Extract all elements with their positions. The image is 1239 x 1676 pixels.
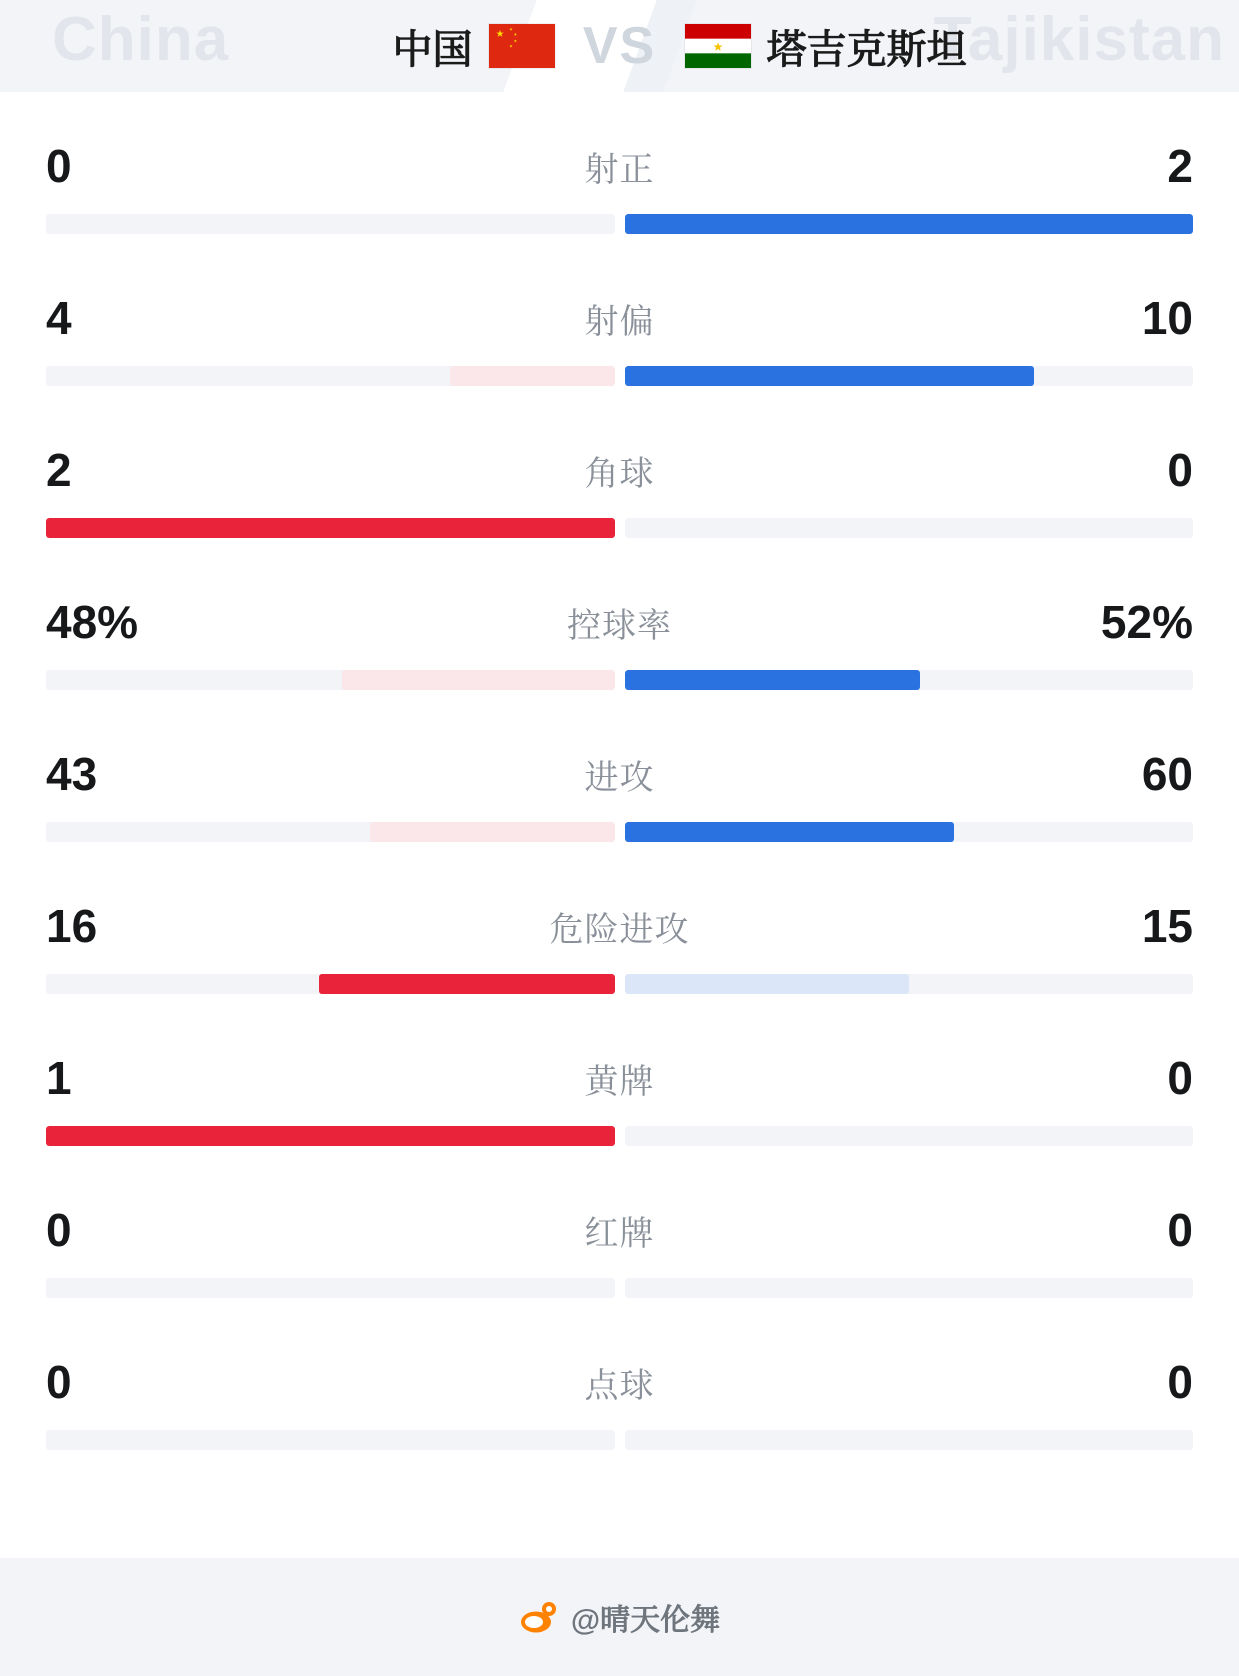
stat-home-bar-track — [46, 518, 615, 538]
stat-bars — [46, 1126, 1193, 1146]
stat-home-value: 0 — [46, 1204, 72, 1256]
stat-row — [46, 878, 1193, 1030]
stat-away-value: 0 — [1167, 1052, 1193, 1104]
stat-home-bar-track — [46, 214, 615, 234]
stat-home-bar-fill — [319, 974, 615, 994]
stat-home-value: 0 — [46, 140, 72, 192]
stat-home-value: 0 — [46, 1356, 72, 1408]
stat-away-value: 52% — [1100, 596, 1193, 648]
stat-away-bar-track — [625, 974, 1194, 994]
stat-away-value: 10 — [1141, 292, 1193, 344]
stat-bars — [46, 214, 1193, 234]
stat-row — [46, 422, 1193, 574]
stat-bars — [46, 1430, 1193, 1450]
stat-home-bar-track — [46, 822, 615, 842]
stat-away-value: 0 — [1167, 444, 1193, 496]
stat-away-bar-fill — [625, 670, 921, 690]
stat-bars — [46, 822, 1193, 842]
watermark-footer — [0, 1558, 1239, 1676]
stat-row — [46, 574, 1193, 726]
stat-row — [46, 1334, 1193, 1486]
stat-bars — [46, 670, 1193, 690]
stat-home-bar-fill — [370, 822, 614, 842]
stat-away-bar-track — [625, 1430, 1194, 1450]
stat-home-bar-track — [46, 974, 615, 994]
stat-home-bar-track — [46, 670, 615, 690]
stat-away-bar-track — [625, 518, 1194, 538]
vs-label: VS — [582, 17, 657, 75]
stat-home-bar-fill — [46, 1126, 615, 1146]
stat-home-bar-track — [46, 1430, 615, 1450]
tajikistan-flag-icon — [685, 24, 751, 68]
stat-away-bar-fill — [625, 366, 1034, 386]
stats-list — [0, 92, 1239, 1486]
stat-away-value: 2 — [1167, 140, 1193, 192]
home-team — [115, 18, 555, 75]
stat-row — [46, 1182, 1193, 1334]
china-flag-icon — [489, 24, 555, 68]
stat-row — [46, 1030, 1193, 1182]
stat-bars — [46, 1278, 1193, 1298]
stat-home-value: 1 — [46, 1052, 72, 1104]
stat-bars — [46, 518, 1193, 538]
stat-label: 射正 — [584, 150, 655, 189]
stat-away-bar-track — [625, 1278, 1194, 1298]
stat-away-bar-track — [625, 822, 1194, 842]
stat-away-bar-fill — [625, 214, 1194, 234]
stat-away-value: 0 — [1167, 1356, 1193, 1408]
stat-home-bar-track — [46, 1126, 615, 1146]
stat-home-bar-track — [46, 1278, 615, 1298]
away-team-name: 塔吉克斯坦 — [766, 27, 967, 72]
stat-away-bar-track — [625, 366, 1194, 386]
match-header — [0, 0, 1239, 92]
weibo-icon — [519, 1600, 559, 1634]
stat-home-value: 2 — [46, 444, 72, 496]
stat-away-value: 60 — [1141, 748, 1193, 800]
stat-away-bar-track — [625, 1126, 1194, 1146]
stat-label: 控球率 — [567, 606, 672, 645]
stat-row — [46, 726, 1193, 878]
ghost-home-team-name: China — [52, 5, 230, 74]
stat-label: 危险进攻 — [549, 910, 690, 949]
ghost-away-team-name: Tajikistan — [933, 5, 1225, 74]
stat-away-value: 15 — [1141, 900, 1193, 952]
stat-home-value: 48% — [46, 596, 139, 648]
stat-home-bar-fill — [342, 670, 615, 690]
away-team — [685, 18, 1125, 75]
stat-home-bar-fill — [46, 518, 615, 538]
stat-label: 角球 — [584, 454, 655, 493]
stat-away-bar-fill — [625, 974, 909, 994]
stat-home-value: 16 — [46, 900, 98, 952]
home-team-name: 中国 — [392, 27, 473, 72]
stat-label: 红牌 — [584, 1214, 655, 1253]
stat-away-value: 0 — [1167, 1204, 1193, 1256]
stat-row — [46, 270, 1193, 422]
stat-label: 点球 — [584, 1366, 655, 1405]
stat-away-bar-track — [625, 214, 1194, 234]
stat-label: 射偏 — [584, 302, 655, 341]
stat-bars — [46, 974, 1193, 994]
stat-home-value: 43 — [46, 748, 98, 800]
stat-bars — [46, 366, 1193, 386]
stat-away-bar-fill — [625, 822, 955, 842]
stat-row — [46, 118, 1193, 270]
stat-home-bar-track — [46, 366, 615, 386]
stat-home-value: 4 — [46, 292, 72, 344]
stat-label: 黄牌 — [584, 1062, 655, 1101]
stat-home-bar-fill — [450, 366, 615, 386]
stat-label: 进攻 — [584, 758, 655, 797]
stat-away-bar-track — [625, 670, 1194, 690]
watermark-text: @晴天伦舞 — [570, 1604, 721, 1637]
